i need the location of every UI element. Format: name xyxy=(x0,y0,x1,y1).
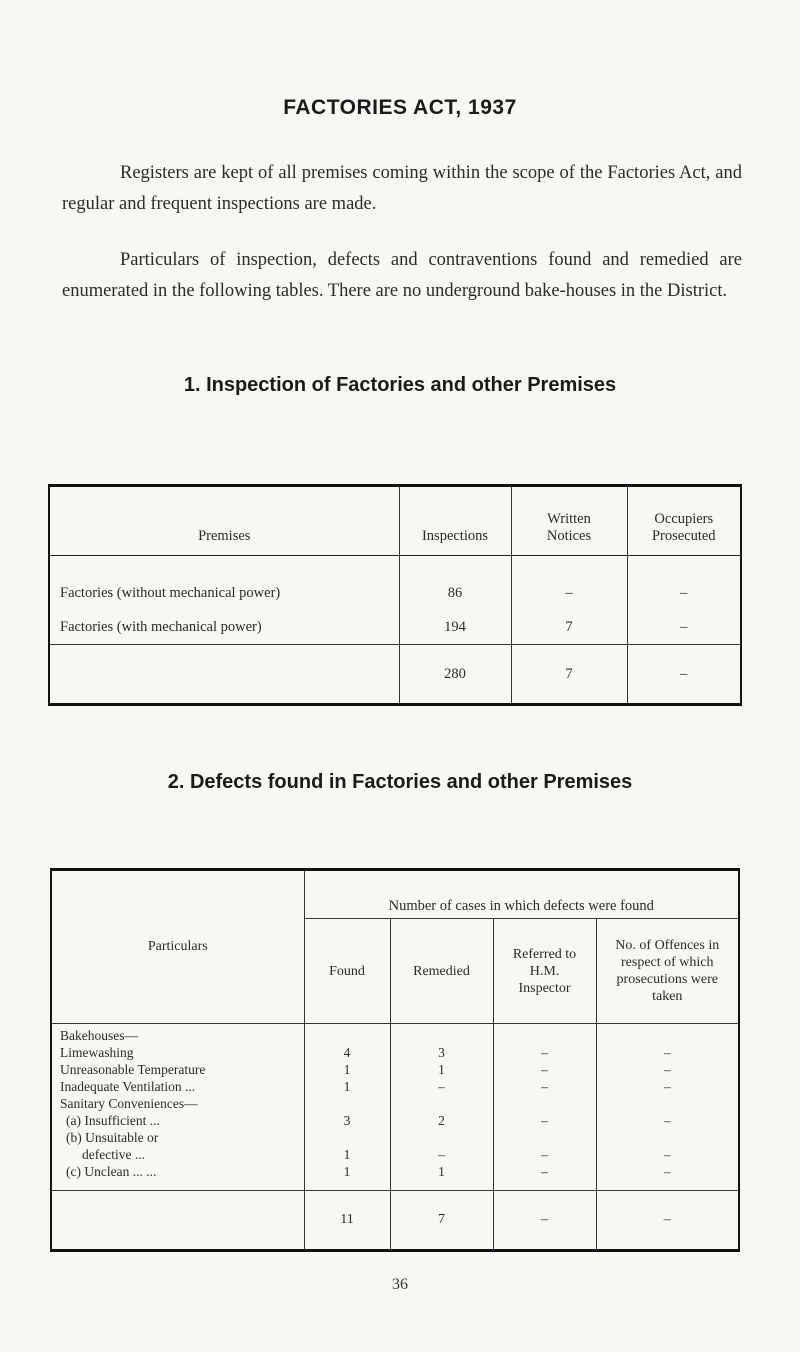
cell-referred: – xyxy=(493,1061,596,1078)
row-label: Factories (without mechanical power) xyxy=(60,584,281,601)
total-offences: – xyxy=(596,1191,739,1251)
totals-label-blank xyxy=(49,645,399,705)
row-label: Limewashing xyxy=(51,1044,304,1061)
row-label: Sanitary Conveniences— xyxy=(51,1095,304,1112)
table-row xyxy=(51,1078,739,1095)
cell-found: 1 xyxy=(304,1061,390,1078)
cell-remedied: 1 xyxy=(390,1163,493,1191)
table-row xyxy=(51,1095,739,1112)
cell-offences xyxy=(596,1095,739,1112)
col-header-remedied: Remedied xyxy=(390,919,493,1024)
cell-offences: – xyxy=(596,1061,739,1078)
intro-paragraph: Registers are kept of all premises coming within the scope of the Factories Act, and regular and frequent inspections are made. xyxy=(62,163,742,214)
row-label: Unreasonable Temperature xyxy=(51,1061,304,1078)
cell-inspections: 86 xyxy=(399,556,511,611)
particulars-paragraph: Particulars of inspection, defects and contraventions found and remedied are enumerated in the following tables. There are no underground bake-houses in the District. xyxy=(62,250,742,301)
table-row xyxy=(51,1044,739,1061)
total-inspections: 280 xyxy=(399,645,511,705)
col-header-inspections: Inspections xyxy=(399,486,511,556)
cell-referred: – xyxy=(493,1112,596,1129)
group-header-row xyxy=(51,870,739,919)
row-label: (c) Unclean ... ... xyxy=(51,1163,304,1191)
row-label: (a) Insufficient ... xyxy=(51,1112,304,1129)
inspection-table xyxy=(48,484,742,706)
total-remedied: 7 xyxy=(390,1191,493,1251)
cell-notices: – xyxy=(511,556,627,611)
group-header: Number of cases in which defects were found xyxy=(304,870,739,919)
cell-remedied xyxy=(390,1129,493,1146)
total-prosecuted: – xyxy=(627,645,741,705)
cell-found: 1 xyxy=(304,1163,390,1191)
col-header-particulars: Particulars xyxy=(51,870,304,1024)
cell-referred: – xyxy=(493,1044,596,1061)
cell-found xyxy=(304,1129,390,1146)
cell-offences: – xyxy=(596,1044,739,1061)
cell-referred: – xyxy=(493,1078,596,1095)
cell-remedied: – xyxy=(390,1078,493,1095)
table-row xyxy=(51,1146,739,1163)
row-label: Bakehouses— xyxy=(51,1024,304,1045)
cell-found xyxy=(304,1024,390,1045)
cell-offences xyxy=(596,1129,739,1146)
row-label: Inadequate Ventilation ... xyxy=(51,1078,304,1095)
cell-found: 3 xyxy=(304,1112,390,1129)
cell-offences: – xyxy=(596,1112,739,1129)
page-number: 36 xyxy=(392,1276,408,1293)
totals-row xyxy=(49,645,741,705)
table-row xyxy=(51,1112,739,1129)
cell-prosecuted: – xyxy=(627,556,741,611)
defects-table xyxy=(50,868,740,1252)
row-label: defective ... xyxy=(51,1146,304,1163)
cell-prosecuted: – xyxy=(627,610,741,645)
cell-found: 4 xyxy=(304,1044,390,1061)
cell-referred xyxy=(493,1129,596,1146)
table-row xyxy=(49,556,741,611)
col-header-offences: No. of Offences in respect of which prosecutions were taken xyxy=(596,919,739,1024)
col-header-referred: Referred to H.M. Inspector xyxy=(493,919,596,1024)
cell-referred: – xyxy=(493,1163,596,1191)
total-found: 11 xyxy=(304,1191,390,1251)
table-row xyxy=(51,1061,739,1078)
row-label: Factories (with mechanical power) xyxy=(60,618,262,635)
cell-found xyxy=(304,1095,390,1112)
cell-offences: – xyxy=(596,1163,739,1191)
total-notices: 7 xyxy=(511,645,627,705)
table-row xyxy=(51,1163,739,1191)
row-label: (b) Unsuitable or xyxy=(51,1129,304,1146)
cell-inspections: 194 xyxy=(399,610,511,645)
table-row xyxy=(51,1024,739,1045)
col-header-written-notices: Written Notices xyxy=(511,486,627,556)
totals-label-blank xyxy=(51,1191,304,1251)
cell-referred xyxy=(493,1095,596,1112)
table-row xyxy=(49,610,741,645)
total-referred: – xyxy=(493,1191,596,1251)
cell-offences xyxy=(596,1024,739,1045)
cell-remedied: 3 xyxy=(390,1044,493,1061)
cell-notices: 7 xyxy=(511,610,627,645)
cell-found: 1 xyxy=(304,1078,390,1095)
table-row xyxy=(51,1129,739,1146)
totals-row xyxy=(51,1191,739,1251)
section-1-title: 1. Inspection of Factories and other Premises xyxy=(183,374,617,396)
page-title: FACTORIES ACT, 1937 xyxy=(283,96,517,119)
col-header-found: Found xyxy=(304,919,390,1024)
cell-offences: – xyxy=(596,1146,739,1163)
section-2-title: 2. Defects found in Factories and other Premises xyxy=(167,771,633,793)
col-header-premises: Premises xyxy=(49,486,399,556)
cell-remedied: – xyxy=(390,1146,493,1163)
cell-referred xyxy=(493,1024,596,1045)
table-header-row xyxy=(49,486,741,556)
cell-referred: – xyxy=(493,1146,596,1163)
cell-remedied: 2 xyxy=(390,1112,493,1129)
cell-offences: – xyxy=(596,1078,739,1095)
cell-remedied xyxy=(390,1024,493,1045)
col-header-occupiers-prosecuted: Occupiers Prosecuted xyxy=(627,486,741,556)
cell-found: 1 xyxy=(304,1146,390,1163)
cell-remedied xyxy=(390,1095,493,1112)
cell-remedied: 1 xyxy=(390,1061,493,1078)
